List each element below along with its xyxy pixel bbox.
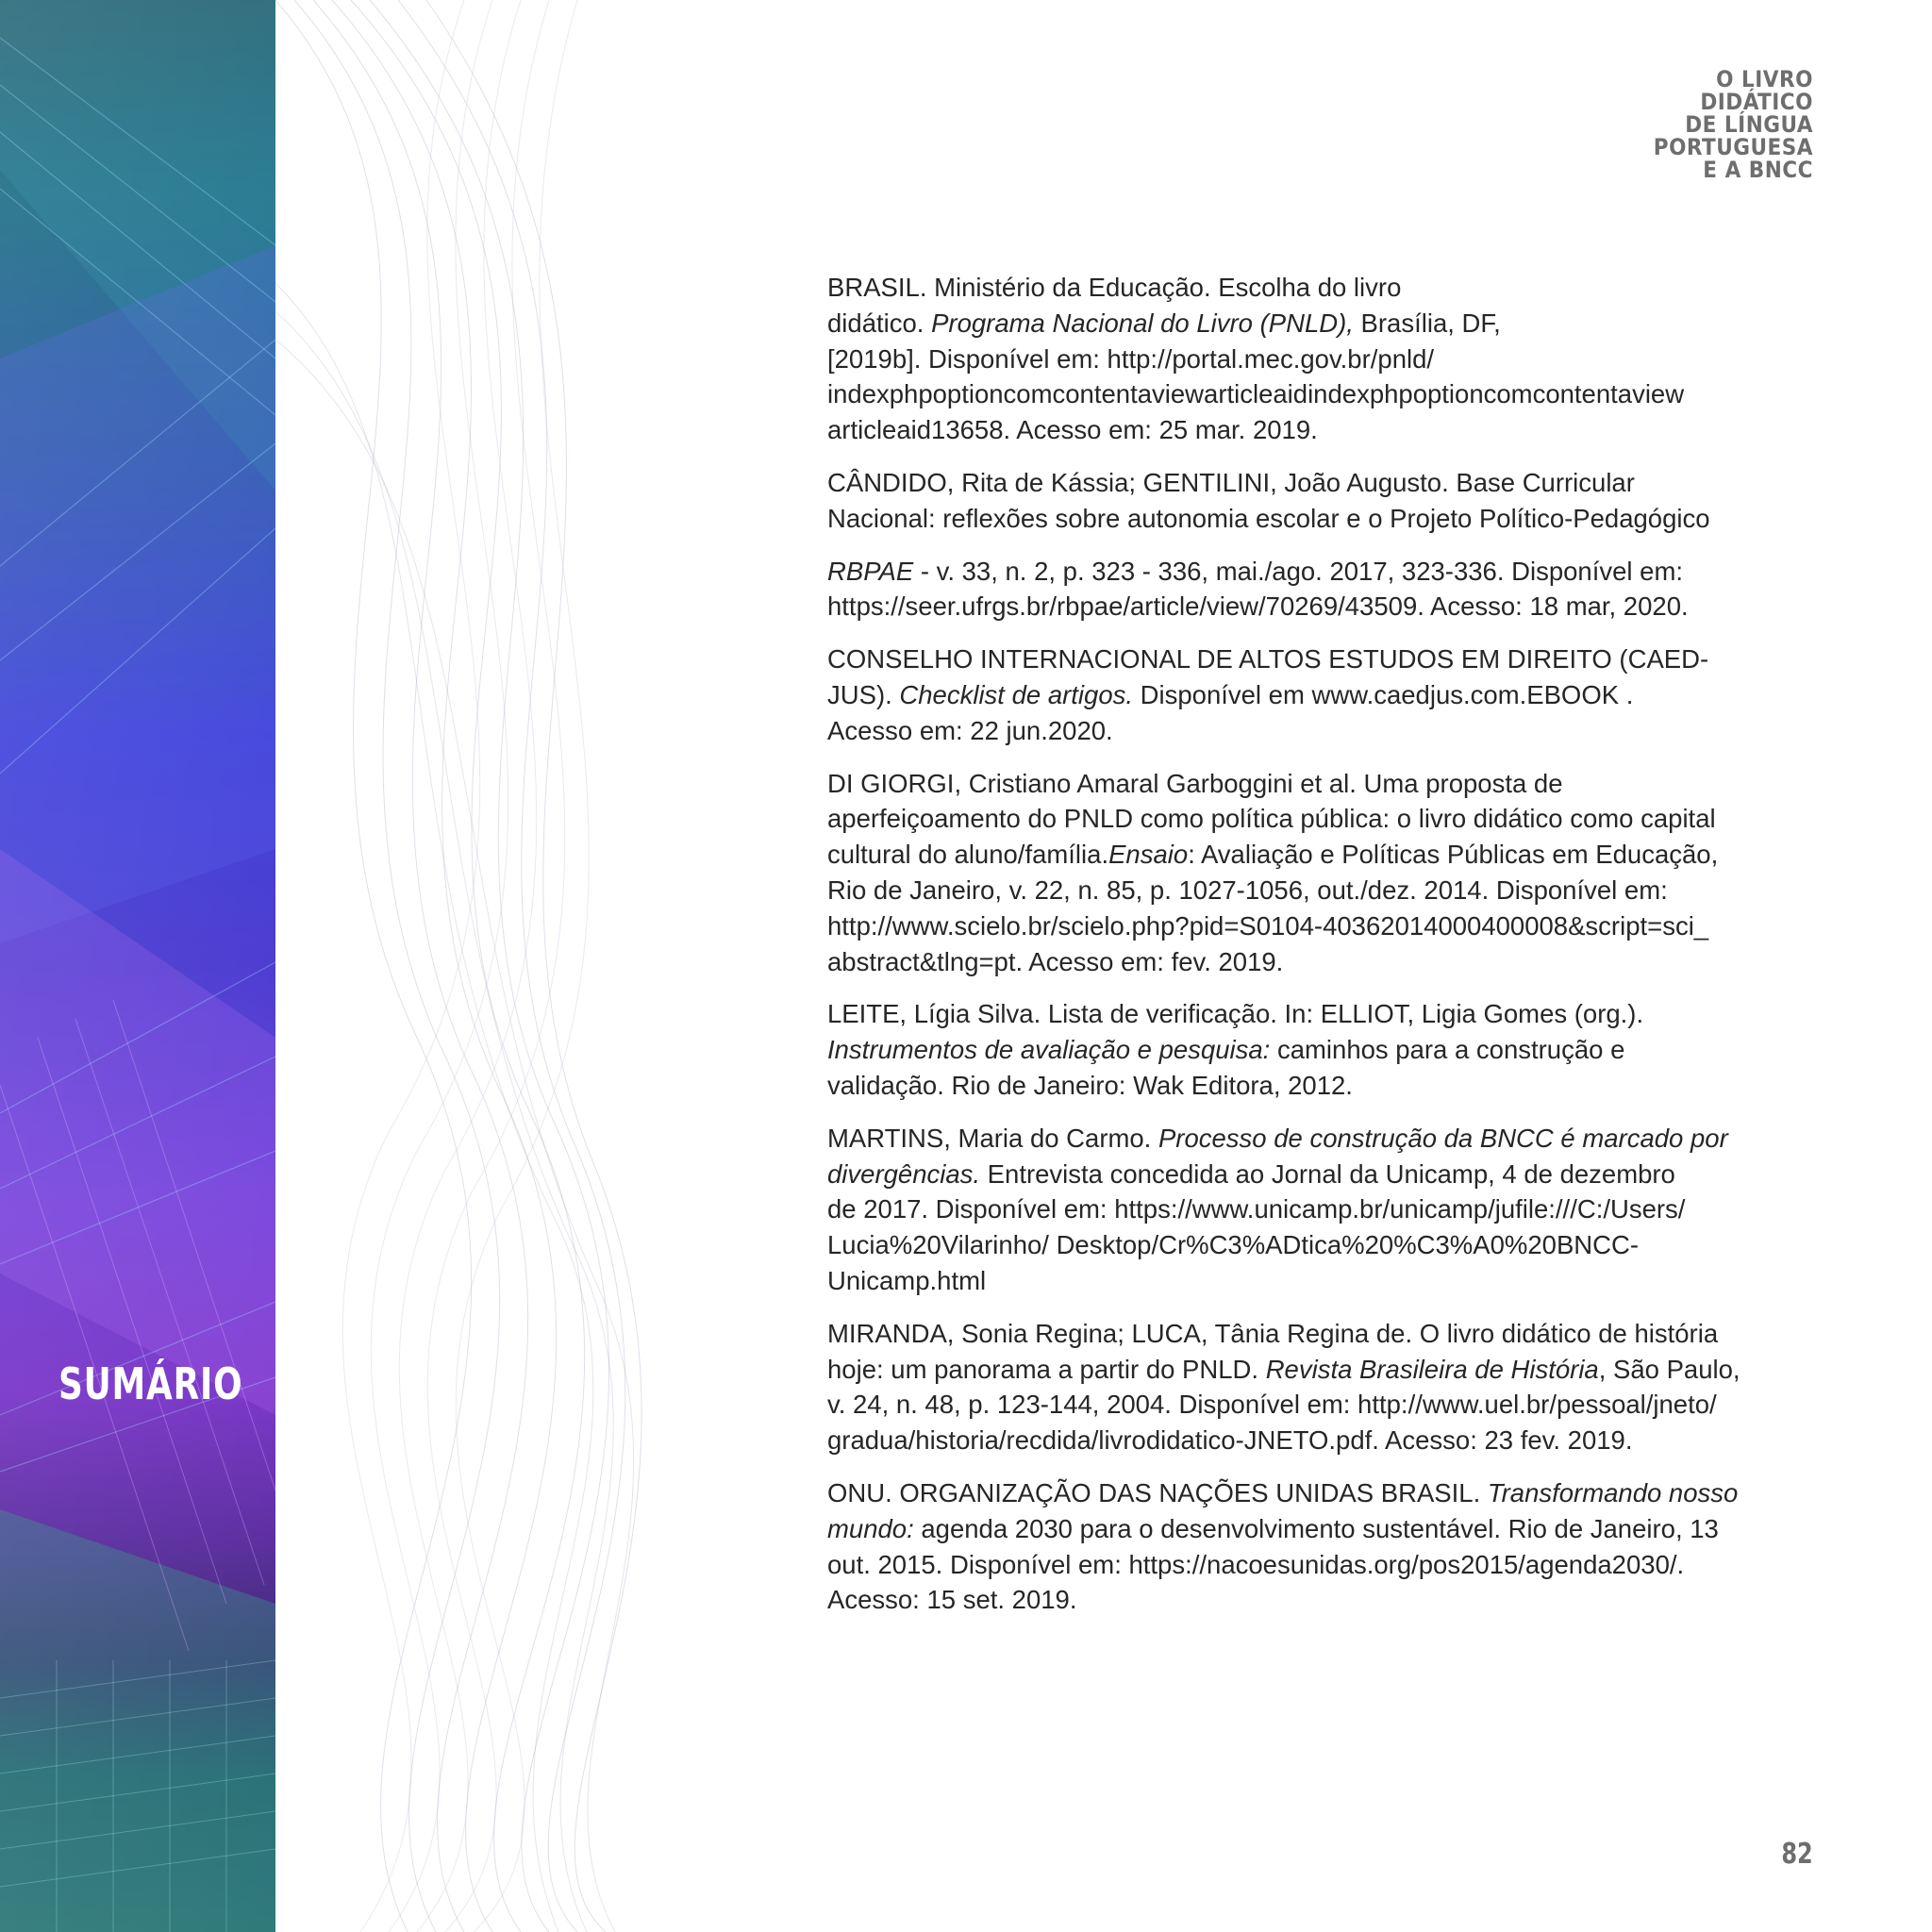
reference-line [827, 837, 1818, 873]
reference-text: [2019b]. Disponível em: http://portal.mec.gov.br/pnld/ [827, 343, 1435, 374]
reference-line [827, 713, 1818, 749]
reference-text: : Avaliação e Políticas Públicas em Educação, [1188, 840, 1719, 870]
reference-italic-text: Ensaio [1108, 840, 1189, 870]
reference-line [827, 1547, 1818, 1583]
reference-italic-text: RBPAE [827, 556, 914, 586]
reference-text: de 2017. Disponível em: https://www.unicamp.br/unicamp/jufile:///C:/Users/ [827, 1194, 1686, 1224]
reference-line [827, 873, 1818, 908]
reference-line [827, 501, 1818, 537]
reference-line [827, 306, 1818, 341]
reference-italic-text: Programa Nacional do Livro (PNLD), [931, 308, 1354, 338]
reference-line [827, 1511, 1818, 1547]
reference-line [827, 1191, 1818, 1227]
reference-text: Acesso em: 22 jun.2020. [827, 715, 1113, 745]
reference-line [827, 1227, 1818, 1263]
reference-line [827, 641, 1818, 677]
sumario-link[interactable]: SUMÁRIO [58, 1358, 243, 1409]
reference-line [827, 1068, 1818, 1104]
reference-text: aperfeiçoamento do PNLD como política pública: o livro didático como capital [827, 804, 1716, 834]
reference-text: MARTINS, Maria do Carmo. [827, 1123, 1158, 1153]
reference-text: , São Paulo, [1598, 1354, 1740, 1384]
reference-line [827, 589, 1818, 625]
reference-text: gradua/historia/recdida/livrodidatico-JNETO.pdf. Acesso: 23 fev. 2019. [827, 1425, 1633, 1456]
reference-line [827, 341, 1818, 377]
book-title-line: PORTUGUESA [1653, 134, 1813, 160]
book-title-line: DE LÍNGUA [1685, 111, 1813, 138]
reference-text: agenda 2030 para o desenvolvimento sustentável. Rio de Janeiro, 13 [913, 1513, 1719, 1543]
book-title-line: O LIVRO [1716, 66, 1813, 92]
reference-text: indexphpoptioncomcontentaviewarticleaidindexphpoptioncomcontentaview [827, 379, 1685, 409]
reference-italic-text: mundo: [827, 1513, 914, 1543]
reference-text: cultural do aluno/família. [827, 840, 1109, 870]
reference-line [827, 1316, 1818, 1352]
reference-entry [827, 1121, 1818, 1299]
reference-text: BRASIL. Ministério da Educação. Escolha do livro [827, 273, 1402, 302]
book-title-line: E A BNCC [1703, 157, 1813, 183]
reference-line [827, 554, 1818, 590]
reference-text: didático. [827, 308, 932, 338]
side-panel-pattern [0, 0, 275, 1932]
page-number: 82 [1781, 1838, 1813, 1871]
reference-line [827, 1423, 1818, 1458]
reference-line [827, 412, 1818, 448]
reference-text: http://www.scielo.br/scielo.php?pid=S0104-40362014000400008&script=sci_ [827, 910, 1709, 941]
book-title-line: DIDÁTICO [1700, 89, 1813, 115]
reference-text: MIRANDA, Sonia Regina; LUCA, Tânia Regina de. O livro didático de história [827, 1318, 1719, 1348]
reference-text: Acesso: 15 set. 2019. [827, 1585, 1077, 1615]
reference-text: v. 24, n. 48, p. 123-144, 2004. Disponível em: http://www.uel.br/pessoal/jneto/ [827, 1390, 1717, 1420]
decorative-silk-waves [275, 0, 747, 1932]
reference-entry [827, 270, 1818, 448]
reference-italic-text: divergências. [827, 1158, 981, 1189]
reference-line [827, 1157, 1818, 1192]
reference-italic-text: Checklist de artigos. [899, 679, 1133, 709]
reference-text: Brasília, DF, [1353, 308, 1501, 338]
reference-text: DI GIORGI, Cristiano Amaral Garboggini et al. Uma proposta de [827, 768, 1563, 798]
book-title [1654, 68, 1813, 181]
reference-text: CONSELHO INTERNACIONAL DE ALTOS ESTUDOS EM DIREITO (CAED- [827, 644, 1709, 675]
reference-text: Lucia%20Vilarinho/ Desktop/Cr%C3%ADtica%20%C3%A0%20BNCC- [827, 1230, 1640, 1260]
reference-line [827, 944, 1818, 980]
reference-text: Unicamp.html [827, 1265, 987, 1295]
reference-entry [827, 766, 1818, 980]
reference-entry [827, 996, 1818, 1103]
reference-line [827, 376, 1818, 412]
reference-text: articleaid13658. Acesso em: 25 mar. 2019. [827, 415, 1318, 445]
reference-italic-text: Processo de construção da BNCC é marcado por [1158, 1123, 1728, 1153]
reference-line [827, 1582, 1818, 1618]
reference-line [827, 677, 1818, 713]
reference-text: ONU. ORGANIZAÇÃO DAS NAÇÕES UNIDAS BRASIL. [827, 1477, 1488, 1507]
reference-text: Rio de Janeiro, v. 22, n. 85, p. 1027-1056, out./dez. 2014. Disponível em: [827, 874, 1668, 905]
reference-italic-text: Transformando nosso [1487, 1477, 1739, 1507]
reference-line [827, 996, 1818, 1032]
reference-entry [827, 1316, 1818, 1458]
reference-entry [827, 554, 1818, 625]
reference-text: Disponível em www.caedjus.com.EBOOK . [1133, 679, 1634, 709]
reference-line [827, 465, 1818, 501]
reference-line [827, 1387, 1818, 1423]
reference-text: https://seer.ufrgs.br/rbpae/article/view/70269/43509. Acesso: 18 mar, 2020. [827, 591, 1689, 622]
reference-text: caminhos para a construção e [1270, 1035, 1625, 1065]
reference-line [827, 1475, 1818, 1511]
reference-line [827, 1032, 1818, 1068]
reference-text: JUS). [827, 679, 900, 709]
reference-line [827, 270, 1818, 306]
reference-line [827, 1121, 1818, 1157]
reference-text: Nacional: reflexões sobre autonomia escolar e o Projeto Político-Pedagógico [827, 503, 1710, 533]
reference-entry [827, 641, 1818, 748]
reference-text: CÂNDIDO, Rita de Kássia; GENTILINI, João Augusto. Base Curricular [827, 467, 1635, 497]
reference-line [827, 801, 1818, 837]
reference-entry [827, 1475, 1818, 1618]
reference-text: LEITE, Lígia Silva. Lista de verificação. In: ELLIOT, Ligia Gomes (org.). [827, 999, 1644, 1029]
reference-line [827, 1352, 1818, 1388]
reference-text: hoje: um panorama a partir do PNLD. [827, 1354, 1266, 1384]
reference-italic-text: Instrumentos de avaliação e pesquisa: [827, 1035, 1271, 1065]
reference-text: - v. 33, n. 2, p. 323 - 336, mai./ago. 2017, 323-336. Disponível em: [913, 556, 1684, 586]
reference-text: abstract&tlng=pt. Acesso em: fev. 2019. [827, 946, 1284, 976]
reference-text: validação. Rio de Janeiro: Wak Editora, 2012. [827, 1070, 1353, 1100]
decorative-side-panel [0, 0, 275, 1932]
reference-entry [827, 465, 1818, 537]
reference-line [827, 766, 1818, 802]
reference-text: Entrevista concedida ao Jornal da Unicamp, 4 de dezembro [980, 1158, 1675, 1189]
reference-italic-text: Revista Brasileira de História [1265, 1354, 1599, 1384]
references-list [827, 270, 1818, 1635]
reference-line [827, 1263, 1818, 1299]
reference-line [827, 908, 1818, 944]
reference-text: out. 2015. Disponível em: https://nacoesunidas.org/pos2015/agenda2030/. [827, 1549, 1685, 1579]
